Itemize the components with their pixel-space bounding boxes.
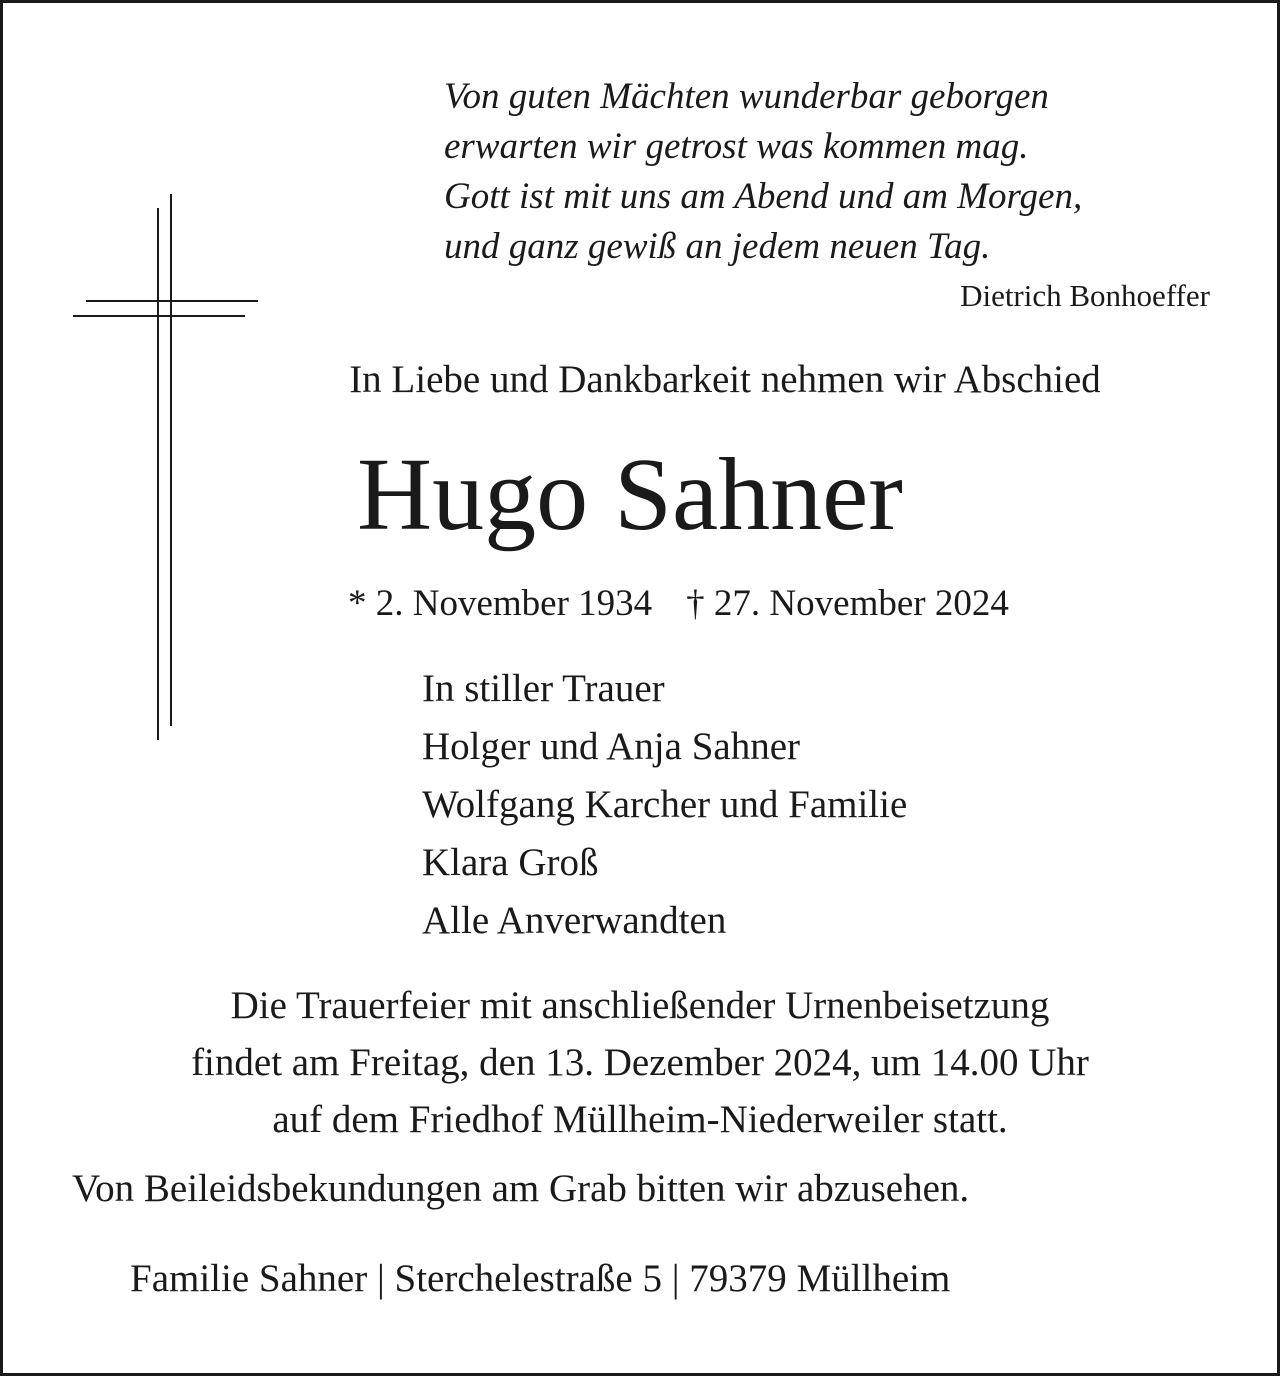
mourner-line: Alle Anverwandten xyxy=(422,899,727,942)
service-details xyxy=(0,977,1280,1148)
family-address: Familie Sahner | Sterchelestraße 5 | 79379 Müllheim xyxy=(130,1257,951,1300)
death-date: † 27. November 2024 xyxy=(686,583,1009,624)
service-line: auf dem Friedhof Müllheim-Niederweiler statt. xyxy=(272,1098,1008,1141)
bonhoeffer-quote xyxy=(444,72,1082,272)
mourner-line: Holger und Anja Sahner xyxy=(422,725,801,768)
life-dates xyxy=(348,582,1009,625)
intro-text: In Liebe und Dankbarkeit nehmen wir Abschied xyxy=(349,358,1101,401)
cross-horizontal-line xyxy=(86,300,258,302)
mourners-list xyxy=(422,660,907,950)
condolence-note: Von Beileidsbekundungen am Grab bitten wir abzusehen. xyxy=(72,1167,970,1210)
cross-horizontal-line xyxy=(73,315,245,317)
quote-line: und ganz gewiß an jedem neuen Tag. xyxy=(444,226,991,267)
intro-line xyxy=(0,357,1280,402)
mourner-line: Wolfgang Karcher und Familie xyxy=(422,783,908,826)
quote-line: Gott ist mit uns am Abend und am Morgen, xyxy=(444,176,1083,217)
birth-date: * 2. November 1934 xyxy=(348,583,653,624)
cross-vertical-line xyxy=(170,194,172,726)
quote-line: Von guten Mächten wunderbar geborgen xyxy=(444,76,1049,117)
service-line: findet am Freitag, den 13. Dezember 2024, um 14.00 Uhr xyxy=(191,1041,1089,1084)
cross-icon xyxy=(0,0,1,1)
quote-author: Dietrich Bonhoeffer xyxy=(960,278,1210,313)
mourner-line: Klara Groß xyxy=(422,841,599,884)
mourner-line: In stiller Trauer xyxy=(422,667,665,710)
service-line: Die Trauerfeier mit anschließender Urnenbeisetzung xyxy=(230,984,1050,1027)
quote-line: erwarten wir getrost was kommen mag. xyxy=(444,126,1029,167)
deceased-name: Hugo Sahner xyxy=(357,437,903,552)
cross-vertical-line xyxy=(157,208,159,740)
